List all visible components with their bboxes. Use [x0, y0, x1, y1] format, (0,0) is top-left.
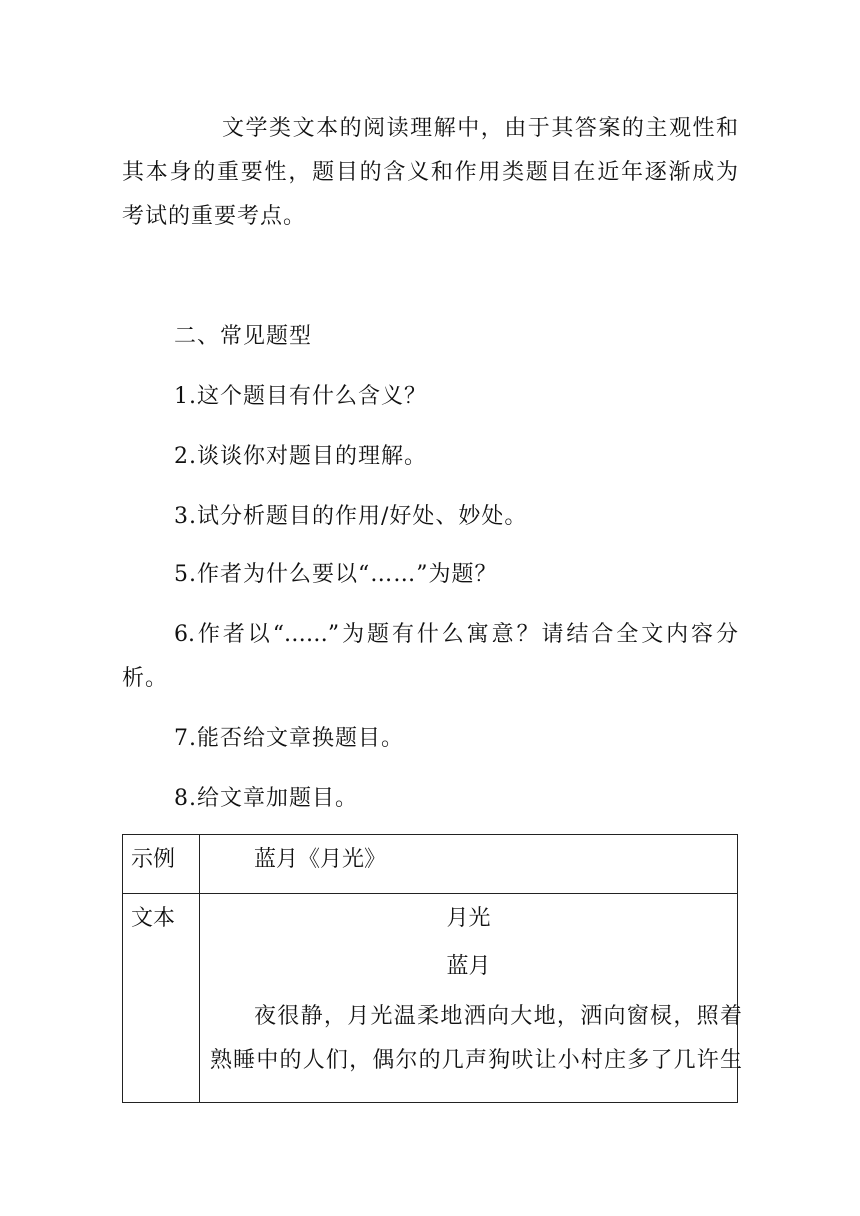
table-label-cell [123, 835, 200, 894]
list-item: 6.作者以“……”为题有什么寓意？请结合全文内容分 [174, 622, 738, 647]
table-row [123, 894, 738, 1103]
list-item: 2.谈谈你对题目的理解。 [174, 444, 427, 469]
text-author: 蓝月 [446, 954, 491, 979]
table-content-cell [200, 835, 738, 894]
intro-line-1: 文学类文本的阅读理解中，由于其答案的主观性和 [222, 116, 738, 141]
text-title: 月光 [446, 906, 491, 931]
table-content-cell [200, 894, 742, 1103]
list-item-continuation: 析。 [122, 666, 169, 691]
list-item: 5.作者为什么要以“……”为题？ [174, 562, 498, 587]
row-label: 文本 [131, 906, 176, 931]
list-item: 1.这个题目有什么含义？ [174, 384, 427, 409]
section-heading: 二、常见题型 [174, 324, 313, 349]
list-item: 8.给文章加题目。 [174, 786, 358, 811]
example-title: 蓝月《月光》 [254, 847, 387, 872]
intro-line-3: 考试的重要考点。 [122, 204, 307, 229]
list-item: 3.试分析题目的作用/好处、妙处。 [174, 504, 528, 529]
list-item: 7.能否给文章换题目。 [174, 726, 404, 751]
table-label-cell [123, 894, 200, 1103]
example-table [122, 834, 742, 1103]
intro-line-2: 其本身的重要性，题目的含义和作用类题目在近年逐渐成为 [122, 160, 738, 185]
paragraph-line: 夜很静，月光温柔地洒向大地，洒向窗棂，照着 [254, 1004, 742, 1029]
row-label: 示例 [131, 847, 176, 872]
table-row [123, 835, 738, 894]
paragraph-line: 熟睡中的人们，偶尔的几声狗吠让小村庄多了几许生 [210, 1048, 742, 1073]
